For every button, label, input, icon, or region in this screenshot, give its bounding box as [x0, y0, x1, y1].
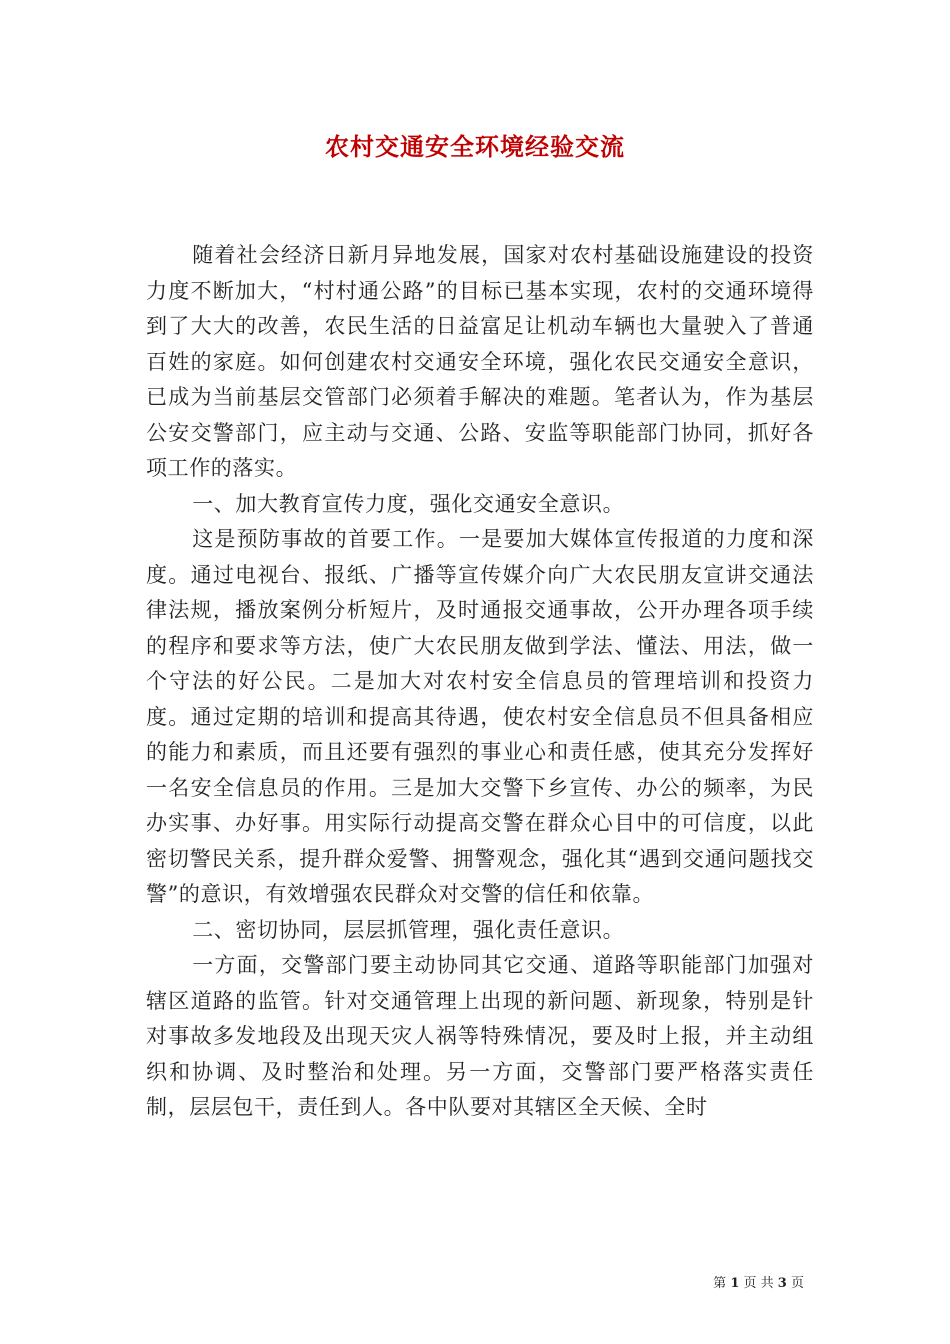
section-heading-2: 二、密切协同，层层抓管理，强化责任意识。 [192, 917, 625, 942]
footer-suffix: 页 [790, 1276, 804, 1291]
document-title: 农村交通安全环境经验交流 [325, 132, 625, 161]
paragraph-intro: 随着社会经济日新月异地发展，国家对农村基础设施建设的投资力度不断加大，“村村通公路”的目标已基本实现，农村的交通环境得到了大大的改善，农民生活的日益富足让机动车辆也大量驶入了普通百姓的家庭。如何创建农村交通安全环境，强化农民交通安全意识，已成为当前基层交管部门必须着手解决的难题。笔者认为，作为基层公安交警部门，应主动与交通、公路、安监等职能部门协同，抓好各项工作的落实。 [146, 243, 814, 480]
footer-current-page: 1 [730, 1276, 740, 1291]
section-heading-1: 一、加大教育宣传力度，强化交通安全意识。 [192, 491, 625, 516]
paragraph-section-1: 这是预防事故的首要工作。一是要加大媒体宣传报道的力度和深度。通过电视台、报纸、广播等宣传媒介向广大农民朋友宣讲交通法律法规，播放案例分析短片，及时通报交通事故，公开办理各项手续的程序和要求等方法，使广大农民朋友做到学法、懂法、用法，做一个守法的好公民。二是加大对农村安全信息员的管理培训和投资力度。通过定期的培训和提高其待遇，使农村安全信息员不但具备相应的能力和素质，而且还要有强烈的事业心和责任感，使其充分发挥好一名安全信息员的作用。三是加大交警下乡宣传、办公的频率，为民办实事、办好事。用实际行动提高交警在群众心目中的可信度，以此密切警民关系，提升群众爱警、拥警观念，强化其“遇到交通问题找交警”的意识，有效增强农民群众对交警的信任和依靠。 [146, 527, 814, 906]
footer-total-pages: 3 [777, 1276, 787, 1291]
paragraph-section-2: 一方面，交警部门要主动协同其它交通、道路等职能部门加强对辖区道路的监管。针对交通管理上出现的新问题、新现象，特别是针对事故多发地段及出现天灾人祸等特殊情况，要及时上报，并主动组织和协调、及时整治和处理。另一方面，交警部门要严格落实责任制，层层包干，责任到人。各中队要对其辖区全天候、全时 [146, 953, 814, 1119]
page-number-footer [713, 1275, 804, 1293]
footer-middle: 页 共 [743, 1276, 774, 1291]
document-body [146, 238, 814, 1126]
footer-prefix: 第 [713, 1276, 727, 1291]
